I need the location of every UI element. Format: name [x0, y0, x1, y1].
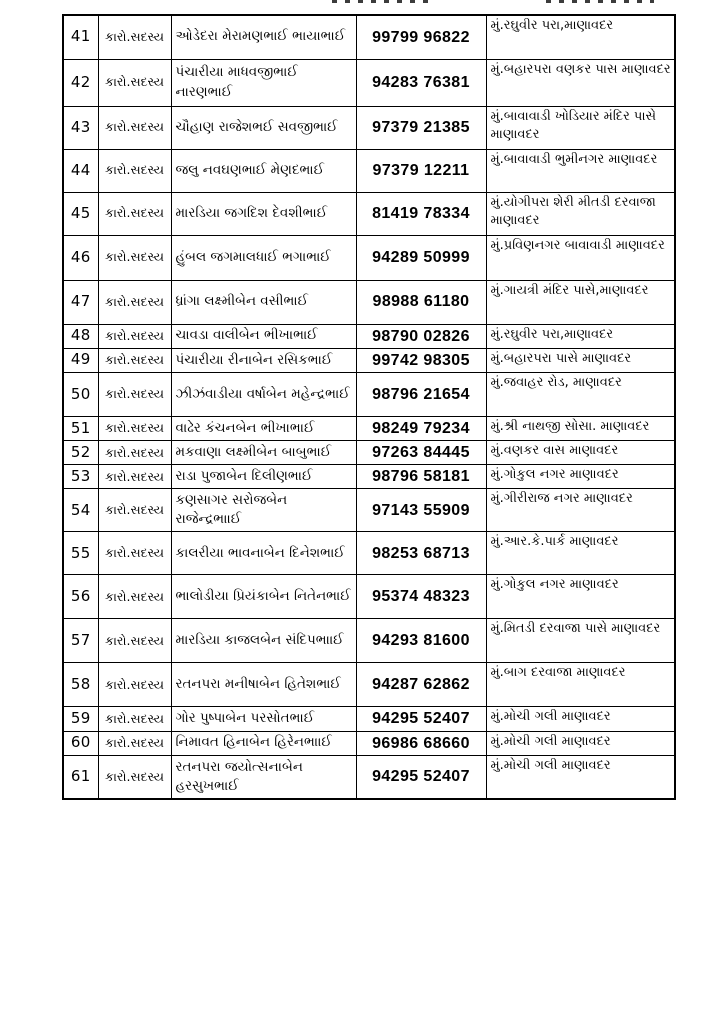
name-cell: મારડિયા જગદિશ દેવશીભાઈ: [171, 192, 356, 235]
name-cell: રતનપરા મનીષાબેન હિતેશભાઈ: [171, 663, 356, 707]
designation-cell: કારો.સદસ્ય: [98, 441, 171, 465]
name-cell: કાલરીયા ભાવનાબેન દિનેશભાઈ: [171, 532, 356, 575]
phone-cell: 95374 48323: [356, 575, 486, 619]
serial-cell: 53: [63, 465, 98, 489]
phone-cell: 98249 79234: [356, 416, 486, 440]
table-row: [63, 707, 675, 731]
address-cell: મું.આર.કે.પાર્ક માણાવદર: [486, 532, 675, 575]
address-cell: મું.પ્રવિણનગર બાવાવાડી માણાવદર: [486, 235, 675, 280]
table-row: [63, 416, 675, 440]
phone-cell: 99742 98305: [356, 348, 486, 372]
designation-cell: કારો.સદસ્ય: [98, 731, 171, 755]
name-cell: રાડા પુજાબેન દિલીણભાઈ: [171, 465, 356, 489]
name-cell: હુંબલ જગમાલધાઈ ભગાભાઈ: [171, 235, 356, 280]
address-cell: મું.બહારપરા પાસે માણાવદર: [486, 348, 675, 372]
name-cell: મકવાણા લક્ષ્મીબેન બાબુભાઈ: [171, 441, 356, 465]
name-cell: ઝીઝંવાડીયા વર્ષાબેન મહેન્દ્રભાઈ: [171, 372, 356, 416]
address-cell: મું.જવાહર રોડ, માણાવદર: [486, 372, 675, 416]
name-cell: રતનપરા જયોત્સનાબેન હરસુખભાઈ: [171, 755, 356, 799]
name-cell: ચૌહાણ રાજેશભઈ સવજીભાઈ: [171, 106, 356, 149]
serial-cell: 50: [63, 372, 98, 416]
designation-cell: કારો.સદસ્ય: [98, 372, 171, 416]
table-row: [63, 372, 675, 416]
designation-cell: કારો.સદસ્ય: [98, 663, 171, 707]
address-cell: મું.બાવાવાડી ખોડિયાર મંદિર પાસે માણાવદર: [486, 106, 675, 149]
designation-cell: કારો.સદસ્ય: [98, 755, 171, 799]
table-row: [63, 15, 675, 59]
table-row: [63, 532, 675, 575]
address-cell: મું.મિતડી દરવાજા પાસે માણાવદર: [486, 619, 675, 663]
designation-cell: કારો.સદસ્ય: [98, 149, 171, 192]
clipped-previous-row-text-fragment: [332, 0, 428, 3]
serial-cell: 56: [63, 575, 98, 619]
name-cell: કણસાગર સરોજબેન રાજેન્દ્રભાાઈ: [171, 489, 356, 532]
table-row: [63, 324, 675, 348]
designation-cell: કારો.સદસ્ય: [98, 532, 171, 575]
name-cell: જલુ નવઘણભાઈ મેણદભાઈ: [171, 149, 356, 192]
serial-cell: 42: [63, 59, 98, 106]
name-cell: ગોર પુષ્પાબેન પરસોતભાઈ: [171, 707, 356, 731]
designation-cell: કારો.સદસ્ય: [98, 707, 171, 731]
table-row: [63, 663, 675, 707]
serial-cell: 49: [63, 348, 98, 372]
address-cell: મું.બાગ દરવાજા માણાવદર: [486, 663, 675, 707]
table-row: [63, 235, 675, 280]
phone-cell: 98253 68713: [356, 532, 486, 575]
table-row: [63, 489, 675, 532]
table-row: [63, 465, 675, 489]
serial-cell: 44: [63, 149, 98, 192]
phone-cell: 98796 21654: [356, 372, 486, 416]
phone-cell: 94287 62862: [356, 663, 486, 707]
serial-cell: 46: [63, 235, 98, 280]
table-row: [63, 192, 675, 235]
address-cell: મું.શ્રી નાથજી સોસા. માણાવદર: [486, 416, 675, 440]
phone-cell: 98988 61180: [356, 280, 486, 324]
table-row: [63, 755, 675, 799]
name-cell: ધ્રાંગા લક્ષ્મીબેન વસીભાઈ: [171, 280, 356, 324]
phone-cell: 99799 96822: [356, 15, 486, 59]
designation-cell: કારો.સદસ્ય: [98, 235, 171, 280]
serial-cell: 57: [63, 619, 98, 663]
designation-cell: કારો.સદસ્ય: [98, 619, 171, 663]
designation-cell: કારો.સદસ્ય: [98, 465, 171, 489]
address-cell: મું.રઘુવીર પરા,માણાવદર: [486, 324, 675, 348]
name-cell: મારડિયા કાજલબેન સંદિપભાાઈ: [171, 619, 356, 663]
designation-cell: કારો.સદસ્ય: [98, 106, 171, 149]
members-table-body: [63, 15, 675, 799]
clipped-previous-row-text-fragment: [546, 0, 654, 3]
table-row: [63, 348, 675, 372]
designation-cell: કારો.સદસ્ય: [98, 348, 171, 372]
designation-cell: કારો.સદસ્ય: [98, 192, 171, 235]
address-cell: મું.ગોકુલ નગર માણાવદર: [486, 575, 675, 619]
phone-cell: 94293 81600: [356, 619, 486, 663]
serial-cell: 48: [63, 324, 98, 348]
serial-cell: 54: [63, 489, 98, 532]
phone-cell: 94289 50999: [356, 235, 486, 280]
name-cell: ચાવડા વાલીબેન ભીખાભાઈ: [171, 324, 356, 348]
table-row: [63, 575, 675, 619]
table-row: [63, 59, 675, 106]
phone-cell: 96986 68660: [356, 731, 486, 755]
name-cell: વાઢેર કંચનબેન ભીખાભાઈ: [171, 416, 356, 440]
name-cell: ઓડેદરા મેરામણભાઈ ભાયાભાઈ: [171, 15, 356, 59]
address-cell: મું.રઘુવીર પરા,માણાવદર: [486, 15, 675, 59]
address-cell: મું.મોચી ગલી માણાવદર: [486, 755, 675, 799]
designation-cell: કારો.સદસ્ય: [98, 489, 171, 532]
table-row: [63, 280, 675, 324]
serial-cell: 47: [63, 280, 98, 324]
serial-cell: 41: [63, 15, 98, 59]
table-row: [63, 731, 675, 755]
members-table: [62, 14, 676, 800]
address-cell: મું.ગોકુલ નગર માણાવદર: [486, 465, 675, 489]
phone-cell: 97379 21385: [356, 106, 486, 149]
address-cell: મું.યોગીપરા શેરી મીતડી દરવાજા માણાવદર: [486, 192, 675, 235]
designation-cell: કારો.સદસ્ય: [98, 416, 171, 440]
phone-cell: 98790 02826: [356, 324, 486, 348]
designation-cell: કારો.સદસ્ય: [98, 280, 171, 324]
table-row: [63, 441, 675, 465]
address-cell: મું.ગીરીરાજ નગર માણાવદર: [486, 489, 675, 532]
phone-cell: 94283 76381: [356, 59, 486, 106]
serial-cell: 52: [63, 441, 98, 465]
address-cell: મું.મોચી ગલી માણાવદર: [486, 731, 675, 755]
designation-cell: કારો.સદસ્ય: [98, 324, 171, 348]
designation-cell: કારો.સદસ્ય: [98, 15, 171, 59]
serial-cell: 60: [63, 731, 98, 755]
phone-cell: 97379 12211: [356, 149, 486, 192]
serial-cell: 61: [63, 755, 98, 799]
serial-cell: 55: [63, 532, 98, 575]
table-row: [63, 106, 675, 149]
serial-cell: 43: [63, 106, 98, 149]
name-cell: પંચારીયા રીનાબેન રસિકભાઈ: [171, 348, 356, 372]
address-cell: મું.ગાયત્રી મંદિર પાસે,માણાવદર: [486, 280, 675, 324]
designation-cell: કારો.સદસ્ય: [98, 575, 171, 619]
name-cell: ભાલોડીયા પ્રિયંકાબેન નિતેનભાઈ: [171, 575, 356, 619]
address-cell: મું.બાવાવાડી ભુમીનગર માણાવદર: [486, 149, 675, 192]
phone-cell: 94295 52407: [356, 755, 486, 799]
name-cell: નિમાવત હિનાબેન હિરેનભાાઈ: [171, 731, 356, 755]
serial-cell: 51: [63, 416, 98, 440]
serial-cell: 45: [63, 192, 98, 235]
phone-cell: 97263 84445: [356, 441, 486, 465]
phone-cell: 81419 78334: [356, 192, 486, 235]
address-cell: મું.મોચી ગલી માણાવદર: [486, 707, 675, 731]
table-row: [63, 619, 675, 663]
table-row: [63, 149, 675, 192]
address-cell: મું.વણકર વાસ માણાવદર: [486, 441, 675, 465]
phone-cell: 97143 55909: [356, 489, 486, 532]
phone-cell: 98796 58181: [356, 465, 486, 489]
name-cell: પંચારીયા માધવજીભાઈ નારણભાઈ: [171, 59, 356, 106]
serial-cell: 59: [63, 707, 98, 731]
phone-cell: 94295 52407: [356, 707, 486, 731]
address-cell: મું.બહારપરા વણકર પાસ માણાવદર: [486, 59, 675, 106]
designation-cell: કારો.સદસ્ય: [98, 59, 171, 106]
serial-cell: 58: [63, 663, 98, 707]
